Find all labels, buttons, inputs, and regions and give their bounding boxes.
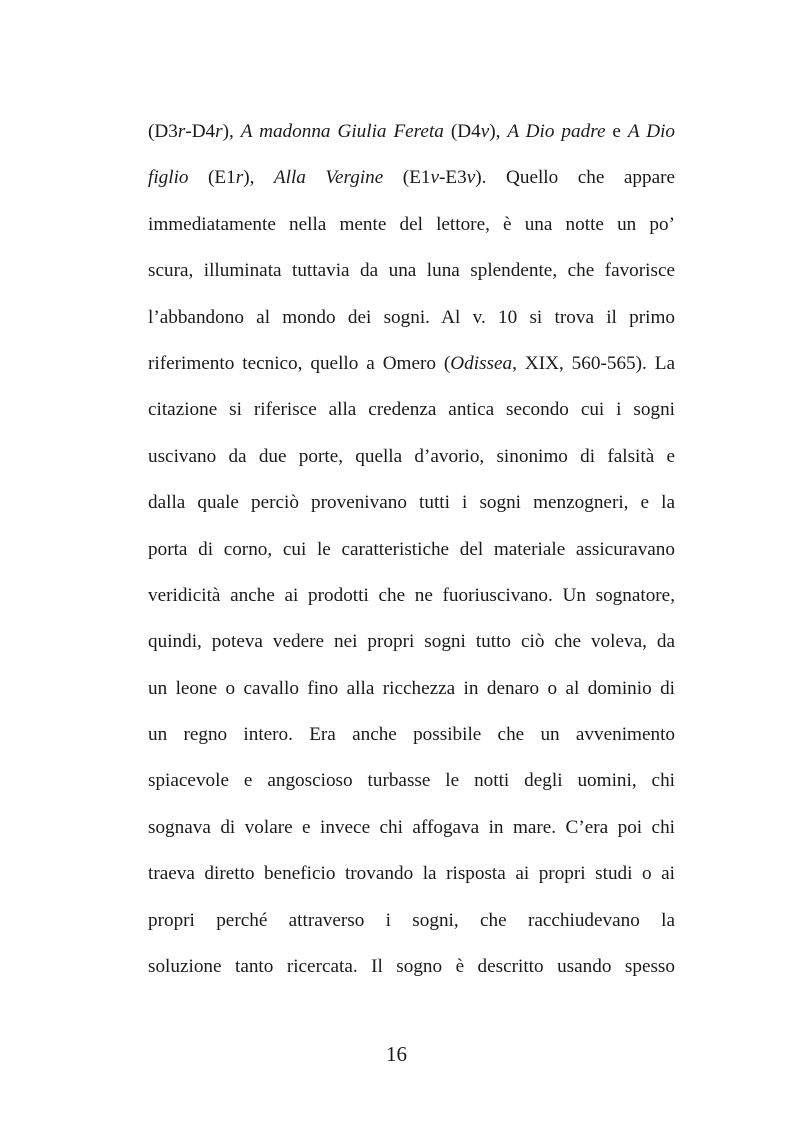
text-line: [148, 392, 675, 438]
text-segment: ),: [489, 121, 508, 142]
text-line: [148, 160, 675, 206]
italic-text-segment: v: [466, 167, 476, 189]
italic-text-segment: v: [430, 167, 440, 189]
text-line: [148, 578, 675, 624]
text-segment: uscivano da due porte, quella d’avorio, sinonimo di falsità e: [148, 445, 675, 467]
italic-text-segment: figlio: [148, 167, 189, 189]
text-segment: scura, illuminata tuttavia da una luna splendente, che favorisce: [148, 260, 675, 282]
text-segment: (D4: [443, 121, 481, 142]
text-segment: spiacevole e angoscioso turbasse le notti degli uomini, chi: [148, 770, 675, 792]
text-segment: -E3: [439, 167, 467, 189]
italic-text-segment: v: [480, 121, 490, 142]
italic-text-segment: A madonna Giulia Fereta: [240, 121, 444, 142]
text-line: [148, 346, 675, 392]
text-segment: -D4: [185, 121, 216, 142]
text-segment: citazione si riferisce alla credenza antica secondo cui i sogni: [148, 399, 675, 421]
text-line: [148, 810, 675, 856]
text-line: [148, 207, 675, 253]
text-line: [148, 856, 675, 902]
italic-text-segment: r: [177, 121, 186, 142]
text-segment: riferimento tecnico, quello a Omero (: [148, 352, 451, 374]
text-line: [148, 485, 675, 531]
italic-text-segment: Alla Vergine: [273, 167, 384, 189]
text-segment: propri perché attraverso i sogni, che racchiudevano la: [148, 909, 675, 931]
text-line: [148, 903, 675, 949]
text-segment: un regno intero. Era anche possibile che un avvenimento: [148, 724, 675, 746]
text-segment: ),: [222, 121, 241, 142]
text-segment: e: [605, 121, 628, 142]
text-segment: ). Quello che appare: [475, 167, 675, 189]
text-segment: traeva diretto beneficio trovando la risposta ai propri studi o ai: [148, 863, 675, 885]
italic-text-segment: r: [215, 121, 223, 142]
text-segment: porta di corno, cui le caratteristiche del materiale assicuravano: [148, 538, 675, 560]
text-segment: , XIX, 560-565). La: [512, 352, 675, 374]
text-segment: sognava di volare e invece chi affogava in mare. C’era poi chi: [148, 816, 675, 838]
body-text: [148, 114, 675, 995]
text-line: [148, 949, 675, 995]
text-segment: immediatamente nella mente del lettore, è una notte un po’: [148, 213, 675, 235]
text-segment: l’abbandono al mondo dei sogni. Al v. 10 si trova il primo: [148, 306, 675, 328]
text-line: [148, 763, 675, 809]
text-segment: soluzione tanto ricercata. Il sogno è descritto usando spesso: [148, 956, 675, 978]
text-segment: quindi, poteva vedere nei propri sogni tutto ciò che voleva, da: [148, 631, 675, 653]
text-segment: ),: [243, 167, 274, 189]
italic-text-segment: A Dio: [627, 121, 675, 142]
text-line: [148, 671, 675, 717]
text-line: [148, 300, 675, 346]
italic-text-segment: Odissea: [450, 352, 513, 374]
text-line: [148, 624, 675, 670]
page-number: 16: [386, 1042, 407, 1066]
text-segment: dalla quale perciò provenivano tutti i sogni menzogneri, e la: [148, 492, 675, 514]
text-segment: (D3: [148, 121, 178, 142]
text-segment: (E1: [188, 167, 236, 189]
text-segment: (E1: [383, 167, 431, 189]
text-line: [148, 114, 675, 160]
text-segment: un leone o cavallo fino alla ricchezza in denaro o al dominio di: [148, 677, 675, 699]
text-segment: veridicità anche ai prodotti che ne fuoriuscivano. Un sognatore,: [148, 584, 675, 606]
italic-text-segment: A Dio padre: [507, 121, 606, 142]
text-line: [148, 717, 675, 763]
text-line: [148, 253, 675, 299]
italic-text-segment: r: [235, 167, 244, 189]
text-line: [148, 532, 675, 578]
text-line: [148, 439, 675, 485]
